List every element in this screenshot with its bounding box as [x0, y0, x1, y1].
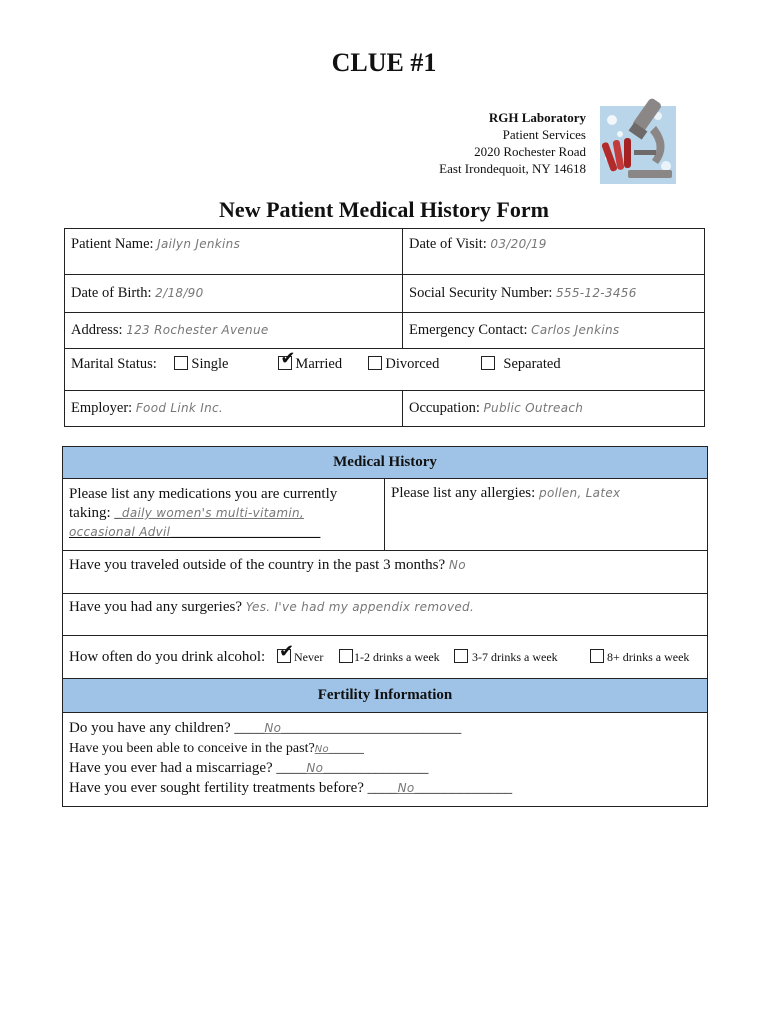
occupation-value: Public Outreach: [483, 401, 584, 415]
date-of-birth-value: 2/18/90: [155, 286, 204, 300]
alcohol-option-label: 1-2 drinks a week: [354, 649, 440, 664]
conceive-value: No: [314, 743, 329, 755]
occupation-cell: [403, 391, 705, 427]
miscarriage-value: No: [306, 761, 324, 775]
alcohol-option-8-plus[interactable]: [590, 649, 689, 665]
patient-name-label: Patient Name:: [71, 236, 154, 252]
single-checkbox[interactable]: [174, 356, 188, 370]
surgery-label: Have you had any surgeries?: [69, 599, 242, 615]
marital-option-separated[interactable]: [481, 356, 560, 373]
alcohol-option-never[interactable]: [277, 640, 339, 665]
employer-cell: [65, 391, 403, 427]
marital-option-married[interactable]: [278, 348, 368, 373]
marital-option-label: Single: [191, 356, 229, 372]
date-of-birth-cell: [65, 275, 403, 313]
patient-name-value: Jailyn Jenkins: [157, 237, 241, 251]
conceive-underline-post: _____: [328, 740, 364, 756]
address-cell: [65, 313, 403, 349]
children-label: Do you have any children?: [69, 720, 231, 736]
marital-option-label: Divorced: [385, 356, 440, 372]
conceive-question: [69, 739, 701, 760]
medical-history-table: [62, 446, 708, 807]
alcohol-option-label: Never: [294, 649, 324, 664]
miscarriage-underline-post: ______________: [323, 760, 429, 776]
alcohol-option-1-2[interactable]: [339, 649, 454, 665]
surgery-cell: [63, 594, 708, 636]
patient-info-table: [64, 228, 705, 427]
medications-label-line1: Please list any medications you are currently: [69, 486, 338, 502]
date-of-visit-value: 03/20/19: [490, 237, 547, 251]
date-of-birth-label: Date of Birth:: [71, 285, 152, 301]
lab-name: RGH Laboratory: [488, 110, 586, 125]
miscarriage-label: Have you ever had a miscarriage?: [69, 760, 273, 776]
patient-row-1: [65, 229, 705, 275]
occupation-label: Occupation:: [409, 400, 480, 416]
travel-cell: [63, 551, 708, 594]
fertility-treatment-question: [69, 779, 701, 799]
medications-value-2: occasional Advil: [69, 525, 171, 539]
divorced-checkbox[interactable]: [368, 356, 382, 370]
marital-status-cell: [65, 349, 705, 391]
marital-option-divorced[interactable]: [368, 356, 481, 373]
checkmark-icon: ✔: [279, 640, 295, 662]
fertility-header-row: [63, 679, 708, 713]
marital-status-label: Marital Status:: [71, 356, 157, 372]
marital-option-label: Separated: [503, 356, 561, 372]
patient-row-2: [65, 275, 705, 313]
emergency-contact-cell: [403, 313, 705, 349]
marital-status-row: [65, 349, 705, 391]
employer-label: Employer:: [71, 400, 133, 416]
conceive-label: Have you been able to conceive in the past?: [69, 740, 315, 756]
emergency-contact-label: Emergency Contact:: [409, 322, 528, 338]
fertility-treatment-label: Have you ever sought fertility treatments before?: [69, 779, 364, 796]
medications-cell: [63, 479, 385, 551]
medications-underline: _: [114, 505, 122, 521]
separated-checkbox[interactable]: [481, 356, 495, 370]
alcohol-option-label: 8+ drinks a week: [607, 649, 690, 664]
allergies-value: pollen, Latex: [539, 486, 621, 500]
patient-row-3: [65, 313, 705, 349]
page-title: CLUE #1: [331, 48, 437, 77]
address-label: Address:: [71, 322, 123, 338]
patient-row-5: [65, 391, 705, 427]
never-checkbox[interactable]: [277, 640, 295, 663]
travel-label: Have you traveled outside of the country in the past 3 months?: [69, 557, 446, 573]
alcohol-label: How often do you drink alcohol:: [69, 648, 266, 665]
children-question: [69, 719, 701, 739]
fertility-treatment-underline-post: _____________: [414, 779, 513, 796]
lab-street: 2020 Rochester Road: [474, 144, 586, 159]
meds-allergies-row: [63, 479, 708, 551]
ssn-cell: [403, 275, 705, 313]
fertility-questions-row: [63, 713, 708, 807]
allergies-cell: [385, 479, 708, 551]
date-of-visit-label: Date of Visit:: [409, 236, 487, 252]
miscarriage-question: [69, 759, 701, 779]
fertility-treatment-underline-pre: ____: [363, 779, 398, 796]
fertility-questions-cell: [63, 713, 708, 807]
form-title: New Patient Medical History Form: [219, 197, 549, 222]
employer-value: Food Link Inc.: [135, 401, 224, 415]
medical-history-header: Medical History: [63, 447, 708, 479]
patient-name-cell: [65, 229, 403, 275]
marital-option-single[interactable]: [174, 356, 278, 373]
medications-label: taking:: [69, 505, 111, 521]
surgery-value: Yes. I've had my appendix removed.: [245, 600, 475, 614]
alcohol-cell: [63, 636, 708, 679]
emergency-contact-value: Carlos Jenkins: [531, 323, 620, 337]
lab-department: Patient Services: [502, 127, 586, 142]
surgery-row: [63, 594, 708, 636]
medications-label-line2: [69, 504, 378, 523]
medications-value-1: daily women's multi-vitamin,: [121, 506, 305, 520]
one-two-drinks-checkbox[interactable]: [339, 649, 353, 663]
medical-history-header-row: [63, 447, 708, 479]
eight-plus-drinks-checkbox[interactable]: [590, 649, 604, 663]
children-underline-post: ________________________: [281, 720, 462, 736]
address-value: 123 Rochester Avenue: [126, 323, 269, 337]
alcohol-option-3-7[interactable]: [454, 649, 590, 665]
alcohol-option-label: 3-7 drinks a week: [472, 649, 558, 664]
marital-option-label: Married: [295, 356, 343, 372]
miscarriage-underline-pre: ____: [272, 760, 307, 776]
ssn-value: 555-12-3456: [555, 286, 637, 300]
date-of-visit-cell: [403, 229, 705, 275]
ssn-label: Social Security Number:: [409, 285, 553, 301]
fertility-treatment-value: No: [397, 780, 415, 795]
children-value: No: [264, 721, 282, 735]
medications-tail-underline: ____________________: [170, 524, 321, 540]
checkmark-icon: ✔: [280, 348, 296, 369]
travel-value: No: [448, 558, 466, 572]
children-underline-pre: ____: [230, 720, 265, 736]
three-seven-drinks-checkbox[interactable]: [454, 649, 468, 663]
allergies-label: Please list any allergies:: [391, 485, 536, 501]
medications-line3: [69, 523, 378, 542]
alcohol-row: [63, 636, 708, 679]
lab-city: East Irondequoit, NY 14618: [439, 161, 586, 176]
travel-row: [63, 551, 708, 594]
microscope-icon: [600, 96, 678, 186]
lab-address-block: [439, 109, 586, 177]
married-checkbox[interactable]: [278, 348, 296, 370]
fertility-header: Fertility Information: [63, 679, 708, 713]
